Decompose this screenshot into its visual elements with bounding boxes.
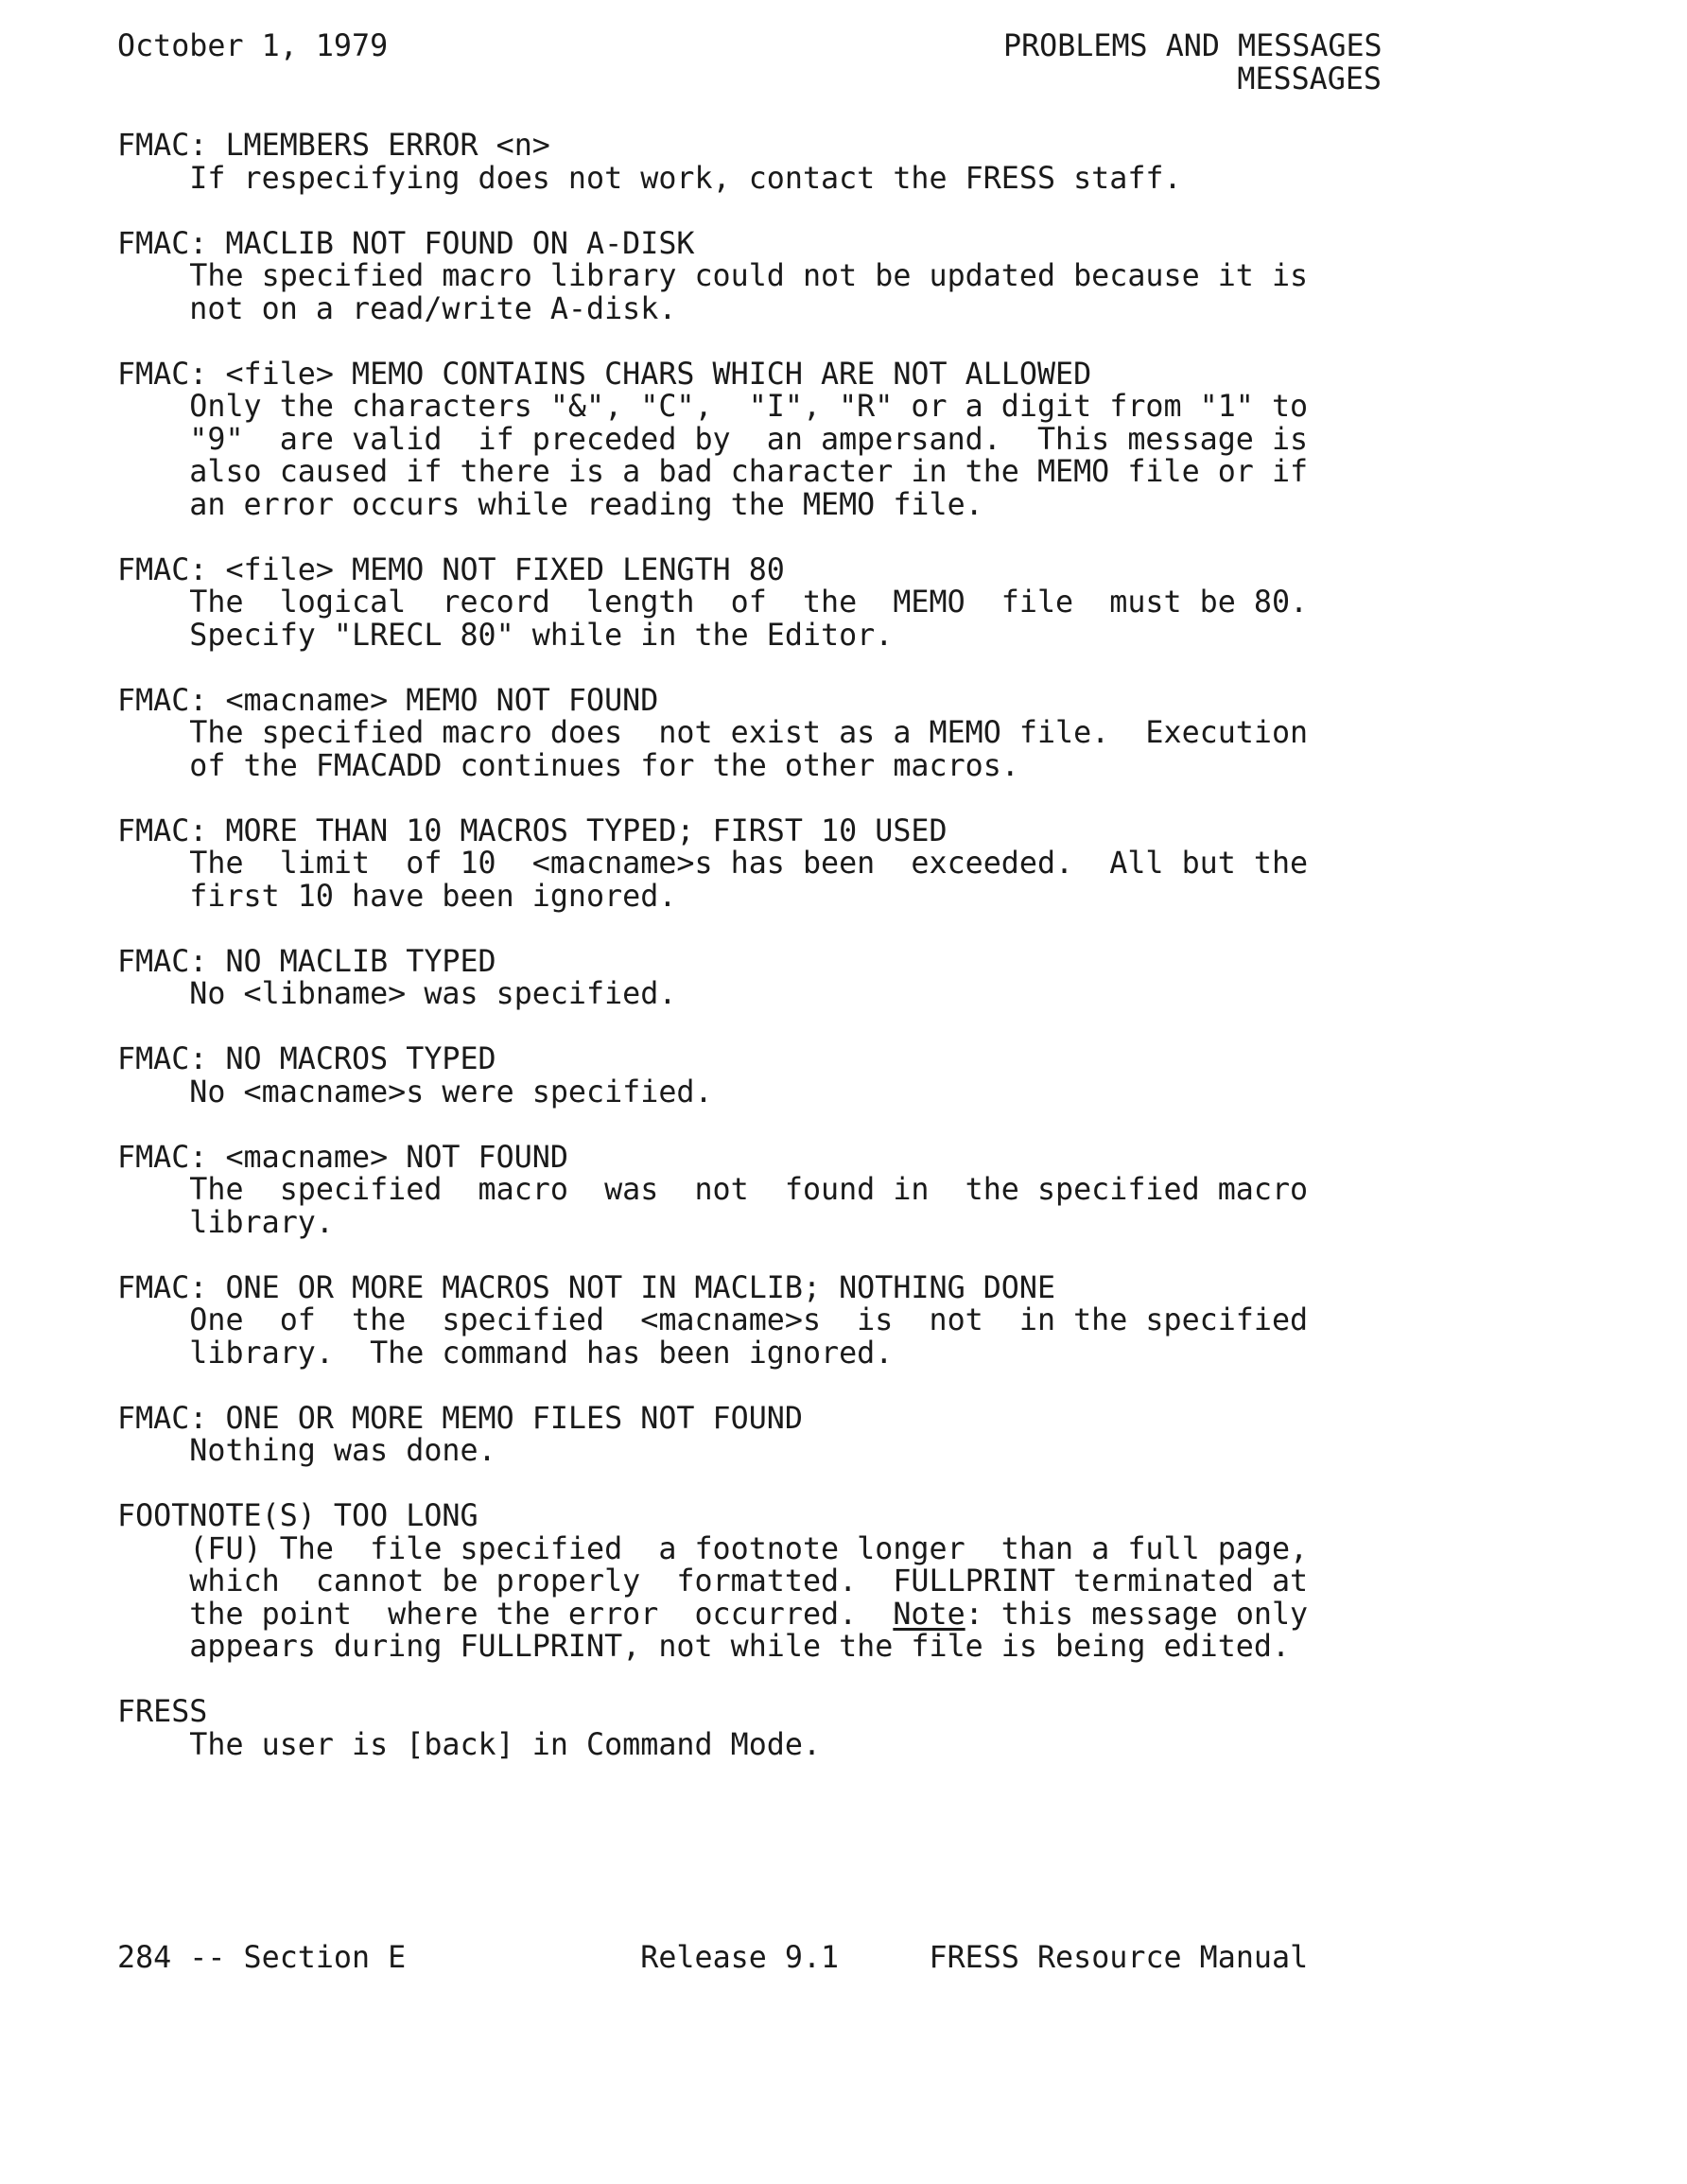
message-code: FMAC: NO MACROS TYPED <box>117 1042 496 1076</box>
header-date: October 1, 1979 <box>117 29 389 63</box>
footer-page-section: 284 -- Section E <box>117 1941 407 1975</box>
message-description <box>117 1532 1308 1665</box>
message-description: Nothing was done. <box>117 1434 496 1468</box>
message-entry <box>117 130 1308 195</box>
message-description: The user is [back] in Command Mode. <box>117 1727 822 1762</box>
message-entry <box>117 946 1308 1011</box>
message-entry <box>117 1142 1308 1240</box>
message-code: FMAC: <macname> NOT FOUND <box>117 1140 568 1175</box>
message-entry <box>117 1043 1308 1109</box>
message-description-part: : this message only appears during FULLPRINT, not while the file is being edited. <box>189 1597 1309 1664</box>
message-description: The logical record length of the MEMO file must be 80. Specify "LRECL 80" while in the Editor. <box>189 585 1309 653</box>
footer-manual: FRESS Resource Manual <box>929 1941 1309 1975</box>
message-description-part: (FU) The file specified a footnote longer than a full page, which cannot be properly formatted. FULLPRINT terminated at the point where the error occurred. <box>189 1531 1309 1632</box>
message-code: FMAC: <file> MEMO CONTAINS CHARS WHICH ARE NOT ALLOWED <box>117 357 1092 392</box>
message-description: No <libname> was specified. <box>117 977 677 1011</box>
message-entry <box>117 1272 1308 1371</box>
message-entry <box>117 1500 1308 1664</box>
message-code: FMAC: ONE OR MORE MACROS NOT IN MACLIB; NOTHING DONE <box>117 1270 1056 1305</box>
message-code: FMAC: ONE OR MORE MEMO FILES NOT FOUND <box>117 1401 803 1436</box>
header-section-title: PROBLEMS AND MESSAGES <box>1003 29 1383 63</box>
message-entry <box>117 554 1308 653</box>
message-list <box>117 130 1308 1761</box>
message-description: One of the specified <macname>s is not in the specified library. The command has been ignored. <box>189 1303 1309 1371</box>
message-code: FMAC: <file> MEMO NOT FIXED LENGTH 80 <box>117 552 785 587</box>
message-description: Only the characters "&", "C", "I", "R" or a digit from "1" to "9" are valid if preceded by an ampersand. This message is also caused if there is a bad character in the MEMO file or if an error occurs while reading the MEMO file. <box>189 390 1309 522</box>
message-entry <box>117 685 1308 783</box>
message-description: The specified macro library could not be updated because it is not on a read/write A-disk. <box>189 259 1309 326</box>
message-code: FRESS <box>117 1695 208 1729</box>
message-entry <box>117 1403 1308 1468</box>
page-footer <box>117 1942 1308 1975</box>
note-label: Note <box>893 1597 965 1632</box>
message-code: FMAC: MACLIB NOT FOUND ON A-DISK <box>117 226 695 261</box>
message-code: FMAC: <macname> MEMO NOT FOUND <box>117 683 659 718</box>
message-entry <box>117 815 1308 914</box>
message-description: If respecifying does not work, contact the FRESS staff. <box>117 161 1182 196</box>
message-code: FMAC: MORE THAN 10 MACROS TYPED; FIRST 10 USED <box>117 813 948 848</box>
message-description: No <macname>s were specified. <box>117 1075 713 1109</box>
message-description: The specified macro was not found in the specified macro library. <box>189 1173 1309 1240</box>
message-entry <box>117 358 1308 522</box>
header-titles <box>1003 30 1382 96</box>
header-subsection-title: MESSAGES <box>1237 61 1382 96</box>
message-entry <box>117 228 1308 326</box>
message-entry <box>117 1696 1308 1761</box>
message-code: FMAC: NO MACLIB TYPED <box>117 944 496 979</box>
message-description: The limit of 10 <macname>s has been exceeded. All but the first 10 have been ignored. <box>189 847 1309 914</box>
message-code: FMAC: LMEMBERS ERROR <n> <box>117 129 550 163</box>
message-description: The specified macro does not exist as a MEMO file. Execution of the FMACADD continues for the other macros. <box>189 716 1309 783</box>
message-code: FOOTNOTE(S) TOO LONG <box>117 1499 478 1533</box>
footer-release: Release 9.1 <box>640 1941 840 1975</box>
